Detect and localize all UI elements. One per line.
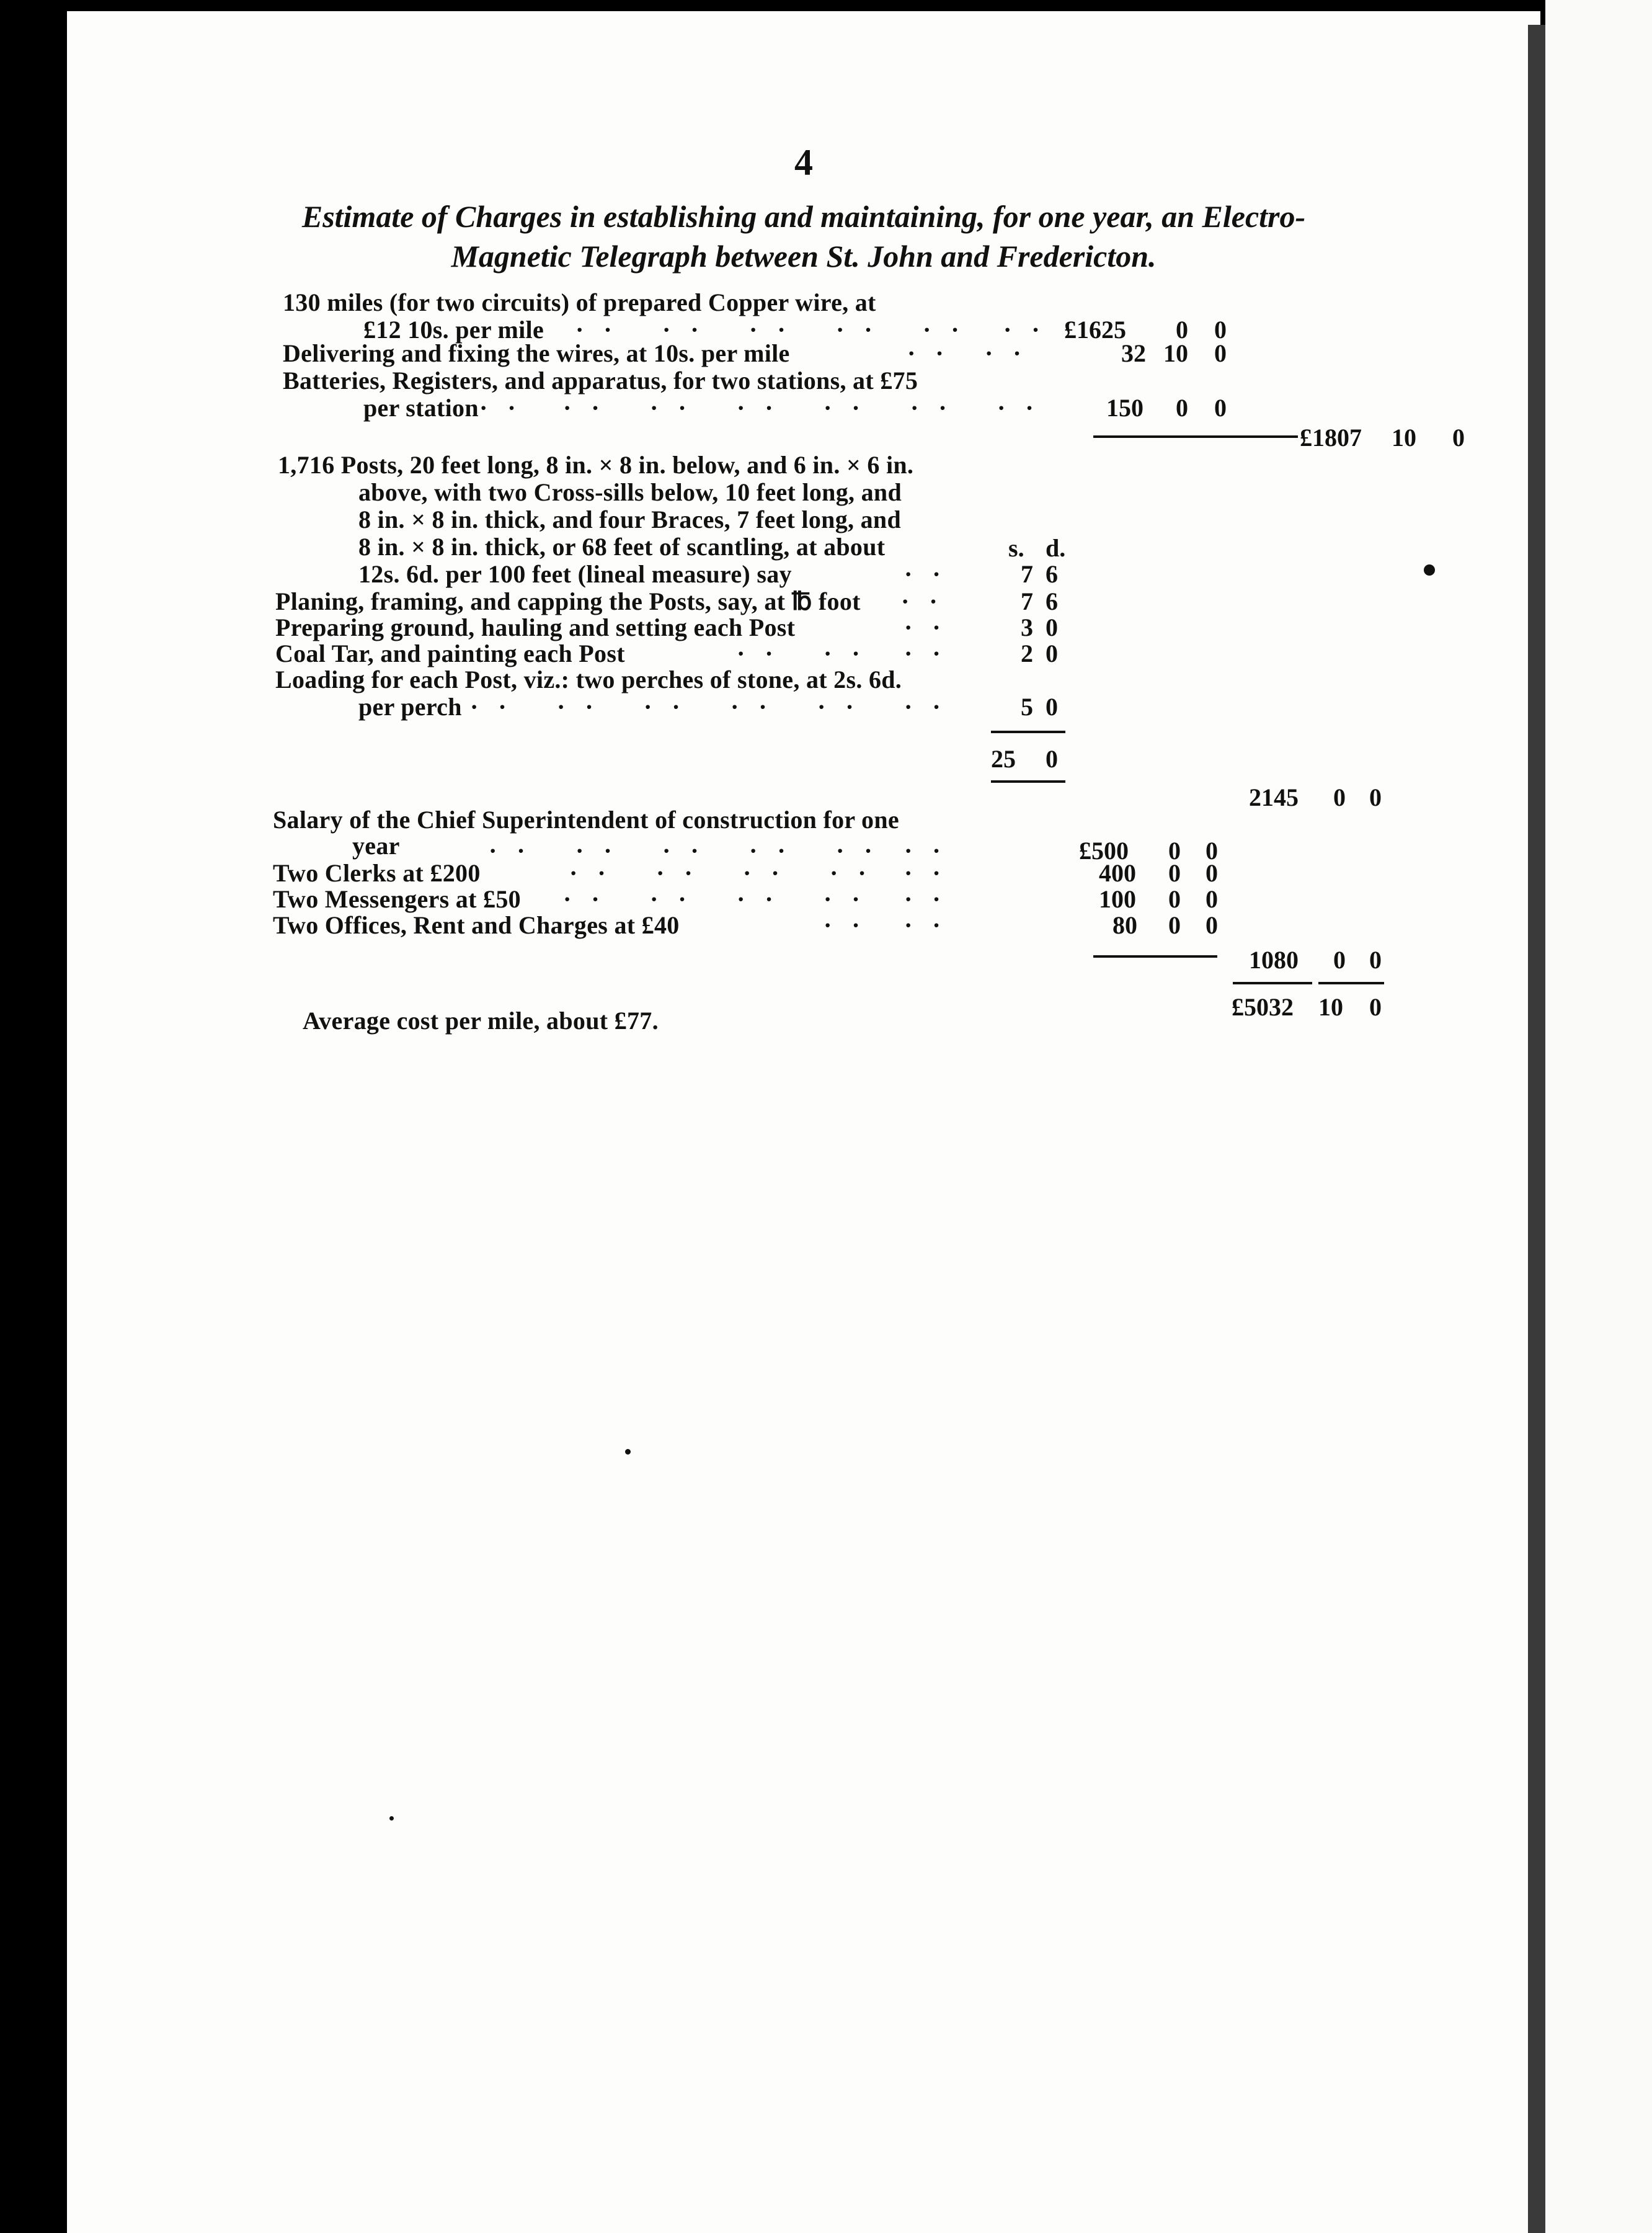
salary-amount: £500: [1079, 837, 1129, 865]
per-post-pence: 0: [1046, 745, 1058, 773]
scan-speck: [1424, 564, 1435, 576]
leader-dots: ··: [824, 885, 880, 913]
section1-total-shillings: 10: [1392, 424, 1416, 452]
leader-dots: ··: [650, 394, 706, 422]
section2-total-shillings: 0: [1333, 783, 1346, 811]
leader-dots: ··: [904, 560, 961, 588]
leader-dots: ··: [662, 837, 719, 865]
clerks-pence: 0: [1206, 859, 1218, 887]
leader-dots: ··: [824, 394, 880, 422]
leader-dots: ··: [904, 693, 961, 721]
grand-total-shillings: 10: [1318, 993, 1343, 1021]
copper-wire-shillings: 0: [1176, 316, 1188, 344]
preparing-pence: 0: [1046, 613, 1058, 641]
batteries-amount: 150: [1106, 394, 1144, 422]
coal-tar-shillings: 2: [1021, 640, 1033, 667]
per-post-rule-top: [991, 731, 1065, 733]
section1-rule: [1093, 435, 1298, 438]
leader-dots: ··: [479, 394, 536, 422]
section2-total-amount: 2145: [1249, 783, 1299, 811]
copper-wire-desc-2: £12 10s. per mile: [363, 316, 544, 344]
salary-desc-1: Salary of the Chief Superintendent of construction for one: [273, 806, 899, 834]
leader-dots: ··: [650, 885, 706, 913]
leader-dots: ··: [731, 693, 787, 721]
batteries-shillings: 0: [1176, 394, 1188, 422]
messengers-shillings: 0: [1168, 885, 1181, 913]
leader-dots: ··: [923, 316, 979, 344]
leader-dots: ··: [569, 859, 626, 887]
leader-dots: ··: [836, 316, 892, 344]
posts-desc-5: 12s. 6d. per 100 feet (lineal measure) say: [358, 560, 792, 588]
average-cost-note: Average cost per mile, about £77.: [303, 1007, 659, 1035]
copper-wire-desc-1: 130 miles (for two circuits) of prepared Copper wire, at: [283, 288, 876, 316]
leader-dots: ··: [985, 339, 1041, 367]
leader-dots: ··: [575, 316, 632, 344]
batteries-desc-1: Batteries, Registers, and apparatus, for two stations, at £75: [283, 367, 918, 394]
clerks-desc: Two Clerks at £200: [273, 859, 481, 887]
grand-total-rule-2: [1318, 982, 1384, 984]
leader-dots: ··: [910, 394, 967, 422]
posts-pence: 6: [1046, 560, 1058, 588]
batteries-pence: 0: [1214, 394, 1227, 422]
section3-total-shillings: 0: [1333, 946, 1346, 974]
pence-header: d.: [1046, 534, 1066, 562]
leader-dots: ··: [904, 613, 961, 641]
salary-desc-2: year: [352, 832, 400, 860]
offices-amount: 80: [1112, 911, 1137, 939]
copper-wire-pence: 0: [1214, 316, 1227, 344]
planing-desc: Planing, framing, and capping the Posts, say, at ℔ foot: [275, 587, 861, 615]
posts-desc-3: 8 in. × 8 in. thick, and four Braces, 7 feet long, and: [358, 506, 901, 533]
leader-dots: ··: [817, 693, 874, 721]
grand-total-pence: 0: [1369, 993, 1382, 1021]
leader-dots: ··: [563, 394, 620, 422]
leader-dots: ··: [749, 316, 806, 344]
batteries-desc-2: per station: [363, 394, 479, 422]
grand-total-rule-1: [1233, 982, 1312, 984]
coal-tar-pence: 0: [1046, 640, 1058, 667]
offices-shillings: 0: [1168, 911, 1181, 939]
leader-dots: ··: [575, 837, 632, 865]
section3-rule: [1093, 955, 1217, 958]
clerks-amount: 400: [1099, 859, 1136, 887]
scan-speck: [389, 1816, 394, 1821]
leader-dots: ··: [904, 885, 961, 913]
grand-total-amount: £5032: [1232, 993, 1294, 1021]
document-page: [67, 11, 1540, 2233]
leader-dots: ··: [737, 640, 793, 667]
loading-pence: 0: [1046, 693, 1058, 721]
salary-pence: 0: [1206, 837, 1218, 865]
leader-dots: ··: [737, 885, 793, 913]
posts-desc-2: above, with two Cross-sills below, 10 feet long, and: [358, 478, 902, 506]
leader-dots: ··: [836, 837, 892, 865]
offices-desc: Two Offices, Rent and Charges at £40: [273, 911, 680, 939]
loading-desc-1: Loading for each Post, viz.: two perches of stone, at 2s. 6d.: [275, 666, 902, 693]
leader-dots: ··: [563, 885, 620, 913]
loading-shillings: 5: [1021, 693, 1033, 721]
preparing-desc: Preparing ground, hauling and setting each Post: [275, 613, 796, 641]
per-post-rule-bottom: [991, 780, 1065, 783]
leader-dots: ··: [907, 339, 964, 367]
adjacent-page-strip: [1545, 0, 1652, 2233]
posts-desc-4: 8 in. × 8 in. thick, or 68 feet of scantling, at about: [358, 533, 886, 561]
delivering-shillings: 10: [1163, 339, 1188, 367]
leader-dots: ··: [1003, 316, 1060, 344]
messengers-desc: Two Messengers at £50: [273, 885, 521, 913]
leader-dots: ··: [743, 859, 799, 887]
delivering-pence: 0: [1214, 339, 1227, 367]
leader-dots: ··: [904, 911, 961, 939]
page-number: 4: [794, 142, 813, 183]
clerks-shillings: 0: [1168, 859, 1181, 887]
section1-total-amount: £1807: [1300, 424, 1362, 452]
preparing-shillings: 3: [1021, 613, 1033, 641]
salary-shillings: 0: [1168, 837, 1181, 865]
leader-dots: ··: [901, 587, 957, 615]
scan-speck: [625, 1449, 631, 1455]
leader-dots: ··: [904, 859, 961, 887]
leader-dots: ··: [997, 394, 1054, 422]
loading-desc-2: per perch: [358, 693, 462, 721]
section1-total-pence: 0: [1452, 424, 1465, 452]
leader-dots: ··: [662, 316, 719, 344]
section3-total-amount: 1080: [1249, 946, 1299, 974]
leader-dots: ··: [737, 394, 793, 422]
planing-pence: 6: [1046, 587, 1058, 615]
leader-dots: ··: [824, 911, 880, 939]
coal-tar-desc: Coal Tar, and painting each Post: [275, 640, 625, 667]
leader-dots: ··: [904, 837, 961, 865]
planing-shillings: 7: [1021, 587, 1033, 615]
posts-shillings: 7: [1021, 560, 1033, 588]
shillings-header: s.: [1008, 534, 1024, 562]
section2-total-pence: 0: [1369, 783, 1382, 811]
delivering-desc: Delivering and fixing the wires, at 10s. per mile: [283, 339, 790, 367]
delivering-amount: 32: [1121, 339, 1146, 367]
offices-pence: 0: [1206, 911, 1218, 939]
messengers-pence: 0: [1206, 885, 1218, 913]
section3-total-pence: 0: [1369, 946, 1382, 974]
leader-dots: ··: [830, 859, 886, 887]
title-line-2: Magnetic Telegraph between St. John and Fredericton.: [451, 239, 1157, 274]
page-binding-edge: [1528, 25, 1545, 2233]
messengers-amount: 100: [1099, 885, 1136, 913]
posts-desc-1: 1,716 Posts, 20 feet long, 8 in. × 8 in. below, and 6 in. × 6 in.: [278, 451, 914, 479]
leader-dots: ··: [557, 693, 613, 721]
per-post-shillings: 25: [991, 745, 1016, 773]
leader-dots: ··: [489, 837, 545, 865]
leader-dots: ··: [470, 693, 526, 721]
leader-dots: ··: [656, 859, 713, 887]
title-line-1: Estimate of Charges in establishing and maintaining, for one year, an Electro-: [301, 199, 1306, 234]
leader-dots: ··: [904, 640, 961, 667]
copper-wire-amount: £1625: [1064, 316, 1126, 344]
leader-dots: ··: [824, 640, 880, 667]
leader-dots: ··: [644, 693, 700, 721]
leader-dots: ··: [749, 837, 806, 865]
